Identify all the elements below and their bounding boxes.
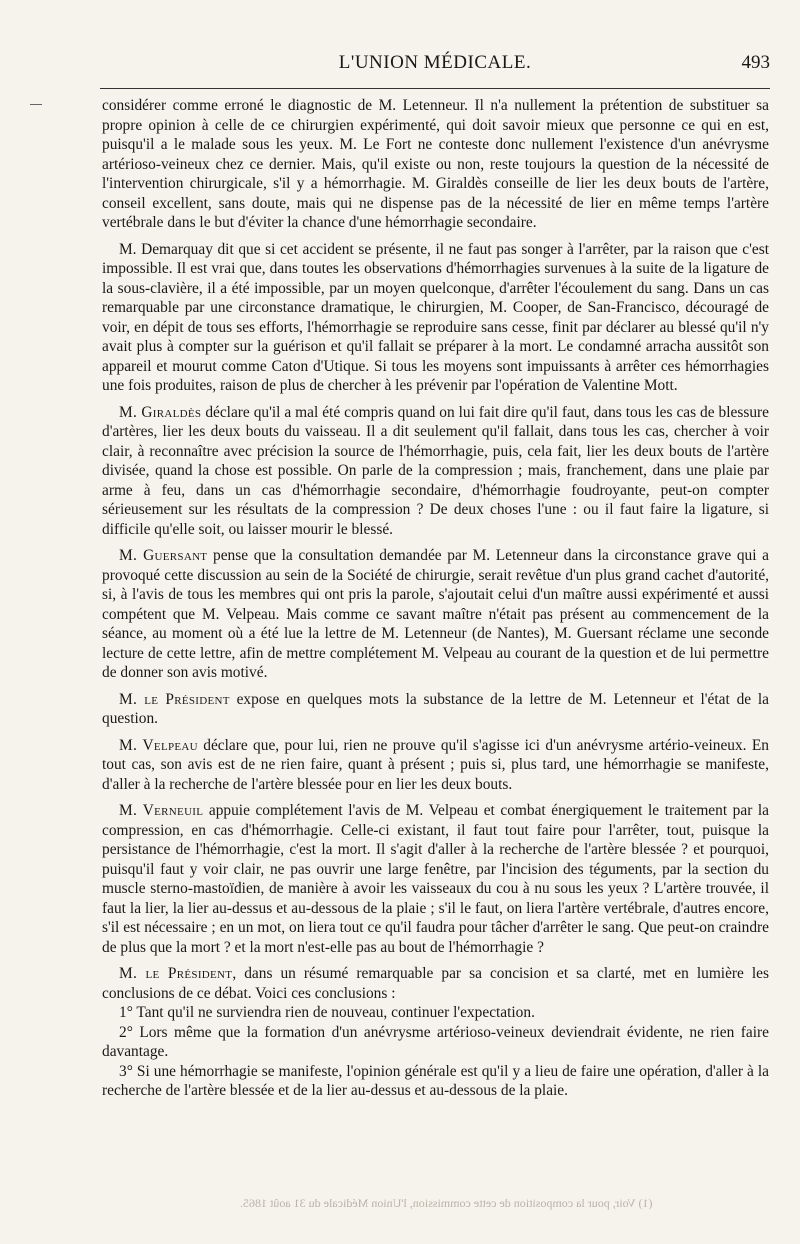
paragraph [102,964,769,1003]
conclusion-item [102,1003,769,1023]
paragraph-text: appuie complétement l'avis de M. Velpeau et combat énergiquement le traitement par la compression, en cas d'hémorrhagie. Celle-ci existant, il faut tout faire pour l'arrêter, tout, puisque la persistance de l'hémorrhagie, c'est la mort. Il s'agit d'aller à la recherche de l'artère blessée ? et pourquoi, puisqu'il faut y voir clair, ne pas ouvrir une large fenêtre, par l'incision des téguments, par la section du muscle sterno-mastoïdien, de manière à avoir les vaisseaux du cou à nu sous les yeux ? L'artère trouvée, il faut la lier, la lier au-dessus et au-dessous de la plaie ; s'il le faut, on liera l'artère vertébrale, d'autres encore, s'il est nécessaire ; en un mot, on liera tout ce qu'il faudra pour tâcher d'arrêter le sang. Que peut-on craindre de plus que la mort ? et la mort n'est-elle pas au bout de l'hémorrhagie ? [102,802,770,956]
page-number: 493 [741,52,770,73]
paragraph [102,96,769,233]
speaker-name: M. le Président [119,965,233,982]
paragraph [102,690,769,729]
article-body [102,96,769,1101]
speaker-name: M. le Président [119,690,230,708]
paragraph-text: déclare qu'il a mal été compris quand on lui fait dire qu'il faut, dans tous les cas de blessure d'artères, lier les deux bouts du vaisseau. Il a dit seulement qu'il fallait, dans tous les cas, chercher à voir clair, à reconnaître avec précision la source de l'hémorrhagie, puis, cela fait, lier les deux bouts de l'artère divisée, quand la chose est possible. On parle de la compression ; mais, franchement, dans une plaie par arme à feu, dans un cas d'hémorrhagie secondaire, d'hémorrhagie foudroyante, peut-on compter sérieusement sur les résultats de la compression ? De deux choses l'une : ou il faut faire la ligature, si difficile qu'elle soit, ou laisser mourir le blessé. [102,403,769,538]
paragraph-text: 2° Lors même que la formation d'un anévrysme artérioso-veineux deviendrait évidente, ne rien faire davantage. [102,1023,769,1060]
paragraph [102,403,769,540]
speaker-name: M. Velpeau [119,736,198,754]
paragraph-text: expose en quelques mots la substance de la lettre de M. Letenneur et l'état de la question. [102,690,769,727]
margin-mark [30,104,42,105]
paragraph [102,546,769,683]
running-head [100,52,770,82]
speaker-name: M. Guersant [119,547,208,564]
speaker-name: M. Giraldès [119,403,202,421]
paragraph-text: considérer comme erroné le diagnostic de M. Letenneur. Il n'a nullement la prétention de substituer sa propre opinion à celle de ce chirurgien expérimenté, qui doit savoir mieux que personne ce qui en est, puisqu'il a le malade sous les yeux. M. Le Fort ne conteste donc nullement l'existence d'un anévrysme artérioso-veineux chez ce dernier. Mais, qu'il existe ou non, reste toujours la question de la nécessité de l'intervention chirurgicale, s'il y a hémorrhagie. M. Giraldès conseille de lier les deux bouts de l'artère, conseil excellent, sans doute, mais qui ne dispense pas de la nécessité de lier en même temps l'artère vertébrale dans le but d'éviter la chance d'une hémorrhagie secondaire. [102,97,769,231]
paragraph-text: 1° Tant qu'il ne surviendra rien de nouveau, continuer l'expectation. [119,1004,535,1021]
paragraph [102,736,769,795]
paragraph-text: , dans un résumé remarquable par sa concision et sa clarté, met en lumière les conclusions de ce débat. Voici ces conclusions : [102,965,770,1002]
paragraph-text: pense que la consultation demandée par M. Letenneur dans la circonstance grave qui a provoqué cette discussion au sein de la Société de chirurgie, serait revêtue d'un plus grand cachet d'autorité, si, à l'avis de tous les membres qui ont pris la parole, s'ajoutait celui d'un maître aussi expérimenté et aussi compétent que M. Velpeau. Mais comme ce savant maître n'était pas présent au commencement de la séance, au moment où a été lue la lettre de M. Letenneur (de Nantes), M. Guersant réclame une seconde lecture de cette lettre, afin de mettre complétement M. Velpeau au courant de la question et de lui permettre de donner son avis motivé. [102,547,769,681]
header-rule [100,88,770,89]
show-through-text: (1) Voir, pour la composition de cette commission, l'Union Médicale du 31 août 1865. [240,1196,653,1210]
conclusion-item [102,1023,769,1062]
paragraph-text: 3° Si une hémorrhagie se manifeste, l'opinion générale est qu'il y a lieu de faire une opération, d'aller à la recherche de l'artère blessée et de la lier au-dessus et au-dessous de la plaie. [102,1062,769,1099]
paragraph [102,801,769,957]
journal-title: L'UNION MÉDICALE. [338,52,532,73]
paragraph [102,240,769,396]
paragraph-text: déclare que, pour lui, rien ne prouve qu'il s'agisse ici d'un anévrysme artério-veineux. En tout cas, son avis est de ne rien faire, quant à présent ; puis si, plus tard, une hémorrhagie se manifeste, d'aller à la recherche de l'artère blessée pour en lier les deux bouts. [102,736,769,793]
speaker-name: M. Verneuil [119,802,204,819]
paragraph-text: M. Demarquay dit que si cet accident se présente, il ne faut pas songer à l'arrêter, par la raison que c'est impossible. Il est vrai que, dans toutes les observations d'hémorrhagies survenues à la suite de la ligature de la sous-clavière, il a été impossible, par un moyen quelconque, d'arrêter l'écoulement du sang. Dans un cas remarquable par une circonstance dramatique, le chirurgien, M. Cooper, de San-Francisco, découragé de voir, en dépit de tous ses efforts, l'hémorrhagie se reproduire sans cesse, finit par déclarer au blessé qu'il n'y avait plus à compter sur la guérison et qu'il fallait se préparer à la mort. Le condamné arracha aussitôt son appareil et mourut comme Caton d'Utique. Si tous les moyens sont impuissants à arrêter ces hémorrhagies une fois produites, raison de plus de chercher à les prévenir par l'opération de Valentine Mott. [102,240,769,394]
conclusion-item [102,1062,769,1101]
